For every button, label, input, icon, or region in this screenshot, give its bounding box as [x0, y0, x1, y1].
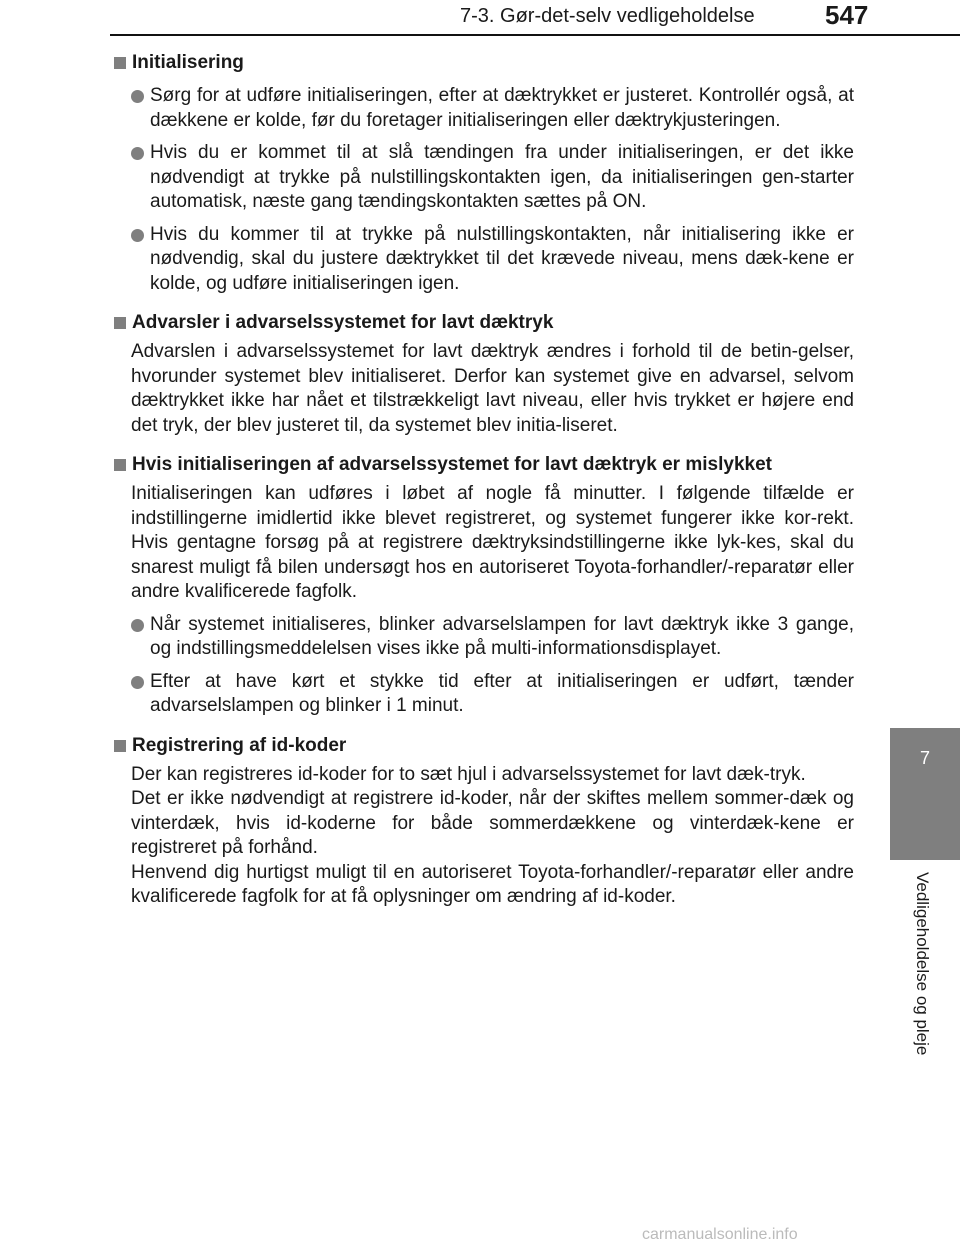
paragraph: Advarslen i advarselssystemet for lavt dæktryk ændres i forhold til de betin-gelser, hvorunder systemet blev initialiseret. Derfor kan systemet give en advarsel, selvom dæktrykket ikke har nået et tilstrækkeligt lavt niveau, eller hvis trykket er højere end det tryk, der blev justeret til, da systemet blev initia-liseret.	[131, 341, 854, 436]
list-item-text: Når systemet initialiseres, blinker advarselslampen for lavt dæktryk ikke 3 gange, og indstillingsmeddelelsen vises ikke på multi-informationsdisplayet.	[150, 613, 854, 659]
list-item	[131, 141, 854, 215]
list-item	[131, 223, 854, 297]
chapter-number: 7	[919, 748, 930, 768]
square-bullet-icon	[114, 740, 126, 752]
section-heading-text: Advarsler i advarselssystemet for lavt dæktryk	[132, 312, 554, 333]
section-heading-text: Initialisering	[132, 52, 244, 73]
chapter-label	[912, 872, 932, 1056]
list-item-text: Efter at have kørt et stykke tid efter at initialiseringen er udført, tænder advarselslampen og blinker i 1 minut.	[150, 670, 854, 716]
list-item-text: Hvis du kommer til at trykke på nulstillingskontakten, når initialisering ikke er nødvendig, skal du justere dæktrykket til det krævede niveau, mens dæk-kene er kolde, og udføre initialiseringen igen.	[150, 223, 854, 294]
section-mislykket	[112, 452, 854, 719]
watermark: carmanualsonline.info	[642, 1226, 798, 1243]
list-item-text: Sørg for at udføre initialiseringen, efter at dæktrykket er justeret. Kontrollér også, at dækkene er kolde, før du foretager initialiseringen eller dæktrykjusteringen.	[150, 85, 854, 131]
page-content	[112, 50, 854, 924]
paragraph: Der kan registreres id-koder for to sæt hjul i advarselssystemet for lavt dæk-tryk.	[131, 763, 806, 785]
chapter-label-text: Vedligeholdelse og pleje	[913, 872, 932, 1056]
square-bullet-icon	[114, 459, 126, 471]
paragraph: Initialiseringen kan udføres i løbet af nogle få minutter. I følgende tilfælde er indstillingerne imidlertid ikke blevet registreret, og systemet fungerer ikke kor-rekt. Hvis gentagne forsøg på at registrere dæktryksindstillingerne ikke lyk-kes, skal du snarest muligt få bilen undersøgt hos en autoriseret Toyota-forhandler/-reparatør eller andre kvalificerede fagfolk.	[131, 483, 854, 602]
circle-bullet-icon	[131, 147, 144, 160]
circle-bullet-icon	[131, 90, 144, 103]
section-registrering	[112, 733, 854, 910]
page-number: 547	[825, 0, 869, 30]
list-item-text: Hvis du er kommet til at slå tændingen fra under initialiseringen, er det ikke nødvendigt at trykke på nulstillingskontakten igen, da initialiseringen gen-starter automatisk, næste gang tændingskontakten sættes på ON.	[150, 142, 854, 212]
section-title: 7-3. Gør-det-selv vedligeholdelse	[460, 5, 755, 27]
chapter-tab	[890, 728, 960, 860]
paragraph: Henvend dig hurtigst muligt til en autoriseret Toyota-forhandler/-reparatør eller andre kvalificerede fagfolk for at få oplysninger om ændring af id-koder.	[131, 861, 854, 907]
section-heading	[112, 452, 854, 478]
header-rule	[110, 34, 960, 36]
circle-bullet-icon	[131, 229, 144, 242]
section-heading	[112, 310, 854, 336]
section-heading-text: Hvis initialiseringen af advarselssystemet for lavt dæktryk er mislykket	[132, 454, 772, 475]
square-bullet-icon	[114, 57, 126, 69]
list-item	[131, 84, 854, 133]
section-heading	[112, 50, 854, 76]
page-header	[0, 0, 960, 36]
list-item	[131, 670, 854, 719]
section-heading-text: Registrering af id-koder	[132, 734, 347, 756]
list-item	[131, 613, 854, 662]
square-bullet-icon	[114, 317, 126, 329]
section-initialisering	[112, 50, 854, 296]
circle-bullet-icon	[131, 619, 144, 632]
section-heading	[112, 733, 854, 759]
section-advarsler	[112, 310, 854, 438]
paragraph: Det er ikke nødvendigt at registrere id-koder, når der skiftes mellem sommer-dæk og vinterdæk, hvis id-koderne for både sommerdækkene og vinterdæk-kene er registreret på forhånd.	[131, 788, 854, 858]
circle-bullet-icon	[131, 676, 144, 689]
